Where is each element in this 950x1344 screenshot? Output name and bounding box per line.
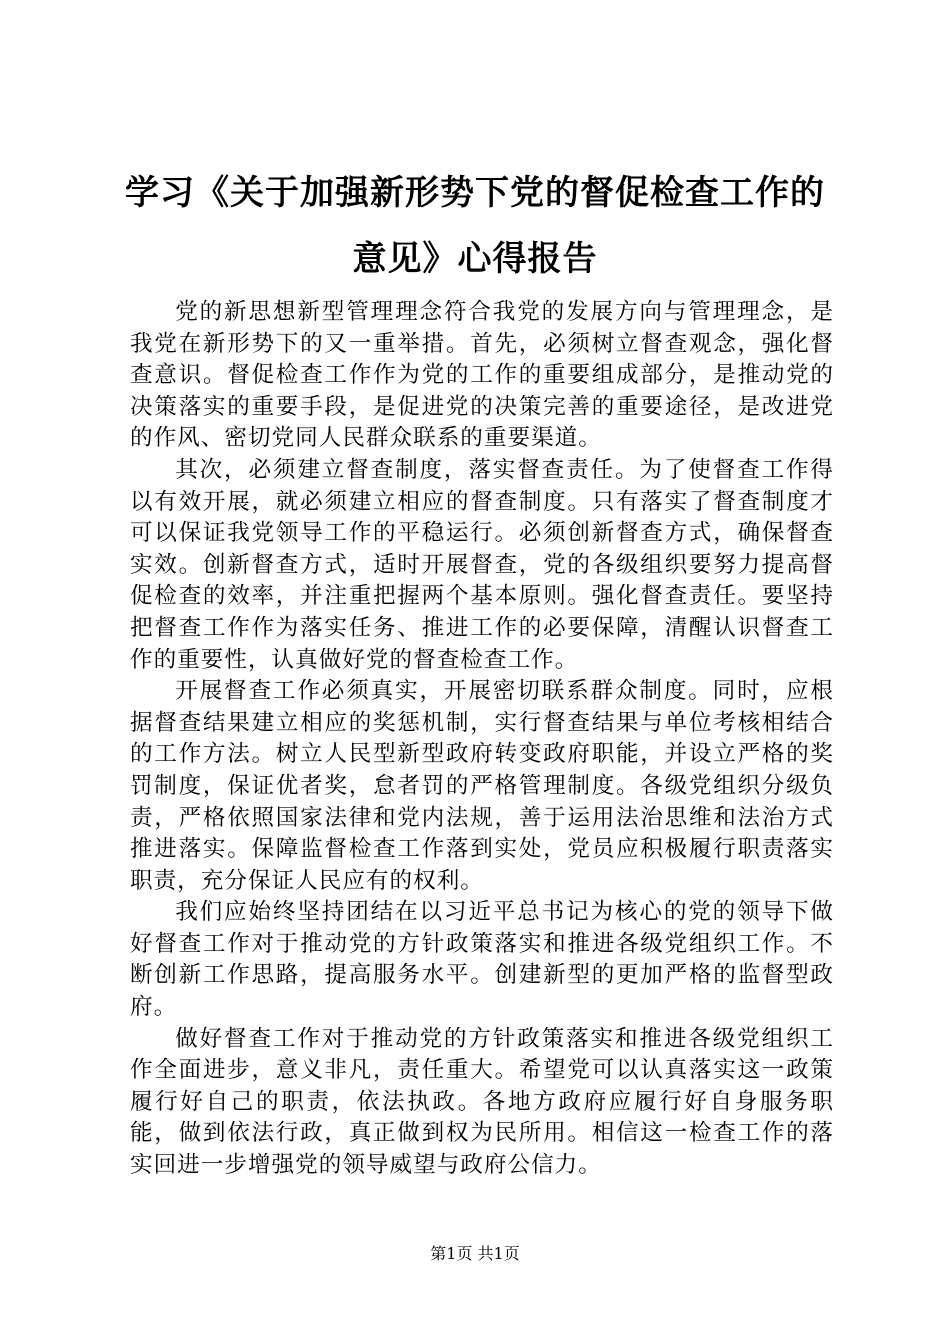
paragraph-3: 开展督查工作必须真实，开展密切联系群众制度。同时，应根据督查结果建立相应的奖惩机制，实行督查结果与单位考核相结合的工作方法。树立人民型新型政府转变政府职能，并设立严格的奖罚制度，保证优者奖，怠者罚的严格管理制度。各级党组织分级负责，严格依照国家法律和党内法规，善于运用法治思维和法治方式推进落实。保障监督检查工作落到实处，党员应积极履行职责落实职责，充分保证人民应有的权利。	[130, 678, 834, 894]
paragraph-5: 做好督查工作对于推动党的方针政策落实和推进各级党组织工作全面进步，意义非凡，责任重大。希望党可以认真落实这一政策履行好自己的职责，依法执政。各地方政府应履行好自身服务职能，做到依法行政，真正做到权为民所用。相信这一检查工作的落实回进一步增强党的领导威望与政府公信力。	[130, 1025, 834, 1179]
document-body	[130, 297, 834, 1182]
page-footer: 第1页 共1页	[430, 1244, 520, 1263]
paragraph-1: 党的新思想新型管理理念符合我党的发展方向与管理理念，是我党在新形势下的又一重举措。首先，必须树立督查观念，强化督查意识。督促检查工作作为党的工作的重要组成部分，是推动党的决策落实的重要手段，是促进党的决策完善的重要途径，是改进党的作风、密切党同人民群众联系的重要渠道。	[130, 299, 834, 452]
title-line-2: 意见》心得报告	[352, 239, 598, 279]
title-line-1: 学习《关于加强新形势下党的督促检查工作的	[125, 173, 825, 213]
paragraph-4: 我们应始终坚持团结在以习近平总书记为核心的党的领导下做好督查工作对于推动党的方针政策落实和推进各级党组织工作。不断创新工作思路，提高服务水平。创建新型的更加严格的监督型政府。	[130, 899, 834, 1021]
document-title	[118, 160, 832, 292]
paragraph-2: 其次，必须建立督查制度，落实督查责任。为了使督查工作得以有效开展，就必须建立相应的督查制度。只有落实了督查制度才可以保证我党领导工作的平稳运行。必须创新督查方式，确保督查实效。创新督查方式，适时开展督查，党的各级组织要努力提高督促检查的效率，并注重把握两个基本原则。强化督查责任。要坚持把督查工作作为落实任务、推进工作的必要保障，清醒认识督查工作的重要性，认真做好党的督查检查工作。	[130, 456, 834, 673]
